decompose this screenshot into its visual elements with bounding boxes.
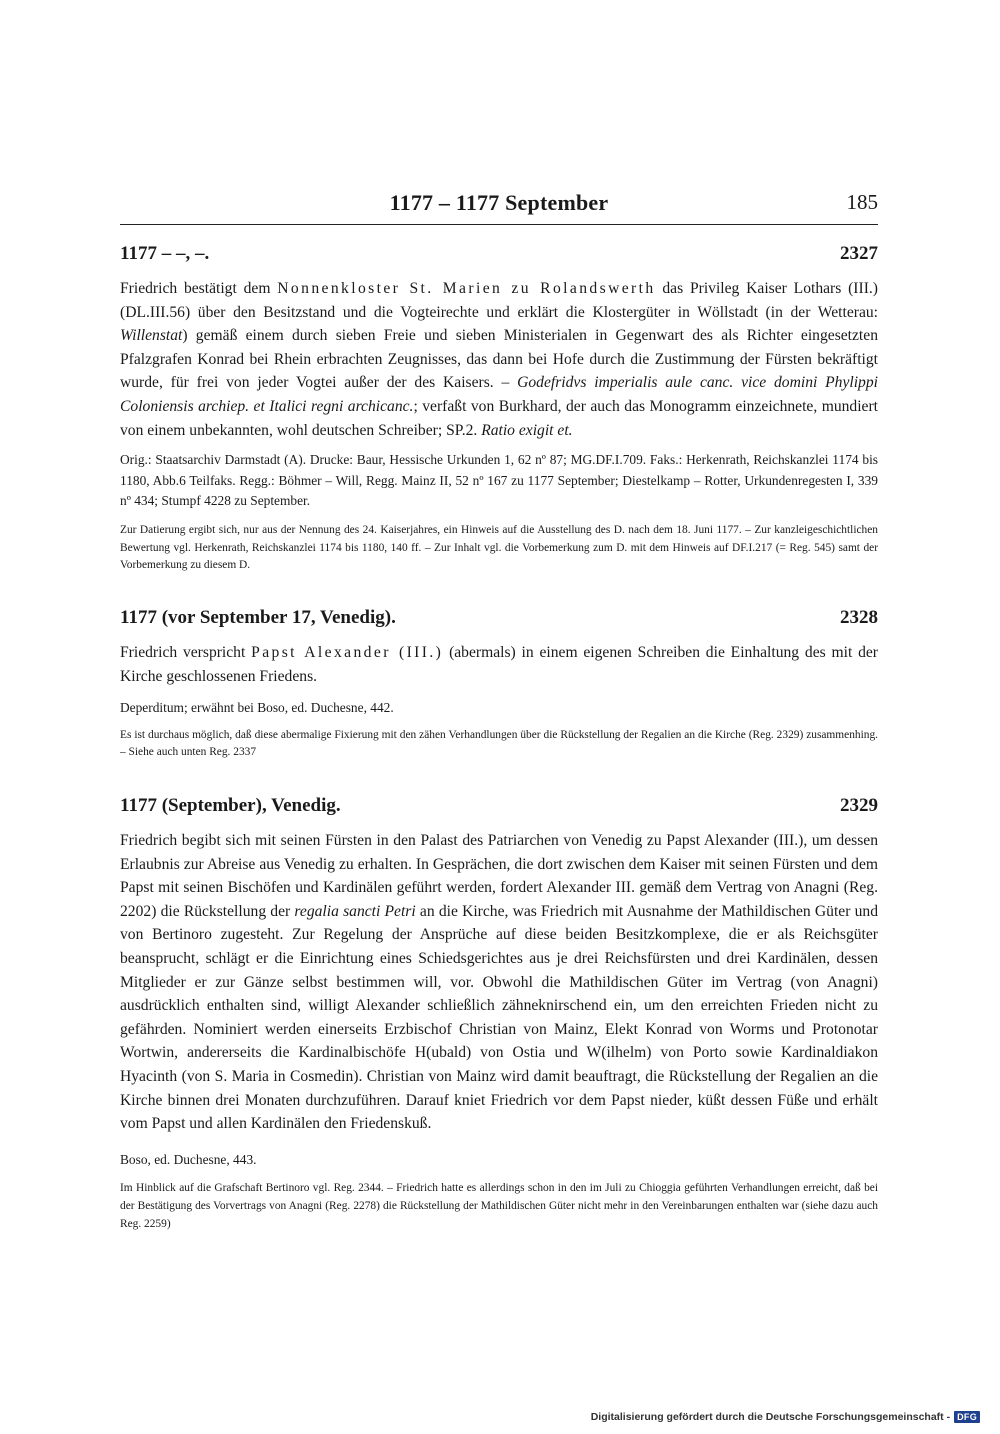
funding-credit bbox=[591, 1411, 980, 1423]
entry-comment: Zur Datierung ergibt sich, nur aus der Nennung des 24. Kaiserjahres, ein Hinweis auf die Ausstellung des D. nach dem 18. Juni 1177. – Zur kanzleigeschichtlichen Bewertung vgl. Herkenrath, Reichskanzlei 1174 bis 1180, 140 ff. – Zur Inhalt vgl. die Vorbemerkung zum D. mit dem Hinweis auf DF.I.217 (= Reg. 545) samt der Vorbemerkung zu diesem D. bbox=[120, 523, 878, 572]
entry-heading bbox=[120, 795, 878, 823]
regest-entry-2329 bbox=[120, 795, 878, 1233]
entry-heading bbox=[120, 243, 878, 271]
text-run: Friedrich begibt sich mit seinen Fürsten in den Palast des Patriarchen von Venedig zu Papst Alexander (III.), um dessen Erlaubnis zur Abreise aus Venedig zu erhalten. In Gesprächen, die dort zwischen dem Kaiser mit seinen Fürsten und dem Papst mit seinen Bischöfen und Kardinälen geführt werden, fordert Alexander III. gemäß dem Vertrag von Anagni (Reg. 2202) die Rückstellung der bbox=[120, 832, 878, 920]
text-run: Friedrich verspricht bbox=[120, 644, 252, 661]
entry-heading bbox=[120, 607, 878, 635]
entry-number: 2329 bbox=[840, 795, 878, 816]
entry-sources: Boso, ed. Duchesne, 443. bbox=[120, 1151, 257, 1167]
italic-quote: Godefridvs imperialis aule canc. vice domini Phylippi Coloniensis archiep. et Italici regni archicanc. bbox=[120, 374, 878, 415]
entry-sources: Orig.: Staatsarchiv Darmstadt (A). Drucke: Baur, Hessische Urkunden 1, 62 nº 87; MG.DF.I.709. Faks.: Herkenrath, Reichskanzlei 1174 bis 1180, Abb.6 Teilfaks. Regg.: Böhmer – Will, Regg. Mainz II, 52 nº 167 zu 1177 September; Diestelkamp – Rotter, Urkundenregesten I, 339 nº 434; Stumpf 4228 zu September. bbox=[120, 452, 878, 509]
italic-term: regalia sancti Petri bbox=[294, 902, 416, 920]
entry-number: 2328 bbox=[840, 607, 878, 628]
running-title: 1177 – 1177 September bbox=[389, 190, 609, 215]
text-run: Friedrich bestätigt dem bbox=[120, 280, 278, 297]
entry-number: 2327 bbox=[840, 243, 878, 264]
spaced-name: Nonnenkloster St. Marien zu Rolandswerth bbox=[277, 280, 656, 297]
text-run: das Privileg Kaiser Lothars (III.) (DL.III.56) über den Besitzstand und die Vogteirechte und erklärt die Klostergüter in Wöllstadt (in der Wetterau: bbox=[120, 280, 878, 321]
spaced-name: Papst Alexander (III.) bbox=[251, 644, 444, 661]
text-run: ; verfaßt von Burkhard, der auch das Monogramm einzeichnete, mundiert von einem unbekannten, wohl deutschen Schreiber; SP.2. bbox=[120, 397, 879, 439]
entry-text bbox=[120, 277, 878, 442]
text-run: (abermals) in einem eigenen Schreiben die Einhaltung des mit der Kirche geschlossenen Friedens. bbox=[120, 644, 878, 685]
italic-term: Willenstat bbox=[120, 327, 183, 345]
page-number: 185 bbox=[846, 190, 878, 214]
credit-text: Digitalisierung gefördert durch die Deutsche Forschungsgemeinschaft - bbox=[590, 1411, 951, 1423]
text-run: an die Kirche, was Friedrich mit Ausnahme der Mathildischen Güter und von Bertinoro zugesteht. Zur Regelung der Ansprüche auf diese beiden Besitzkomplexe, die er als Reichsgüter beansprucht, schlägt er die Einrichtung eines Schiedsgerichtes aus je drei Reichsfürsten und drei Kardinälen, dessen Mitglieder er zur Gänze selbst bestimmen will, vor. Obwohl die Mathildischen Güter im Vertrag (von Anagni) ausdrücklich enthalten sind, willigt Alexander schließlich zähneknirschend ein, um den erreichten Frieden nicht zu gefährden. Nominiert werden einerseits Erzbischof Christian von Mainz, Elekt Konrad von Worms und Protonotar Wortwin, andererseits die Kardinalbischöfe H(ubald) von Ostia und W(ilhelm) von Porto sowie Kardinaldiakon Hyacinth (von S. Maria in Cosmedin). Christian von Mainz wird damit beauftragt, die Rückstellung der Regalien an die Kirche binnen drei Monaten durchzuführen. Darauf kniet Friedrich vor dem Papst nieder, küßt dessen Füße und erhält vom Papst und allen Kardinälen den Friedenskuß. bbox=[120, 902, 878, 1133]
entry-date: 1177 (vor September 17, Venedig). bbox=[120, 607, 396, 628]
regest-entry-2327 bbox=[120, 243, 878, 575]
italic-incipit: Ratio exigit et. bbox=[481, 421, 573, 439]
entry-comment: Es ist durchaus möglich, daß diese abermalige Fixierung mit den zähen Verhandlungen über die Rückstellung der Regalien an die Kirche (Reg. 2329) zusammenhing. – Siehe auch unten Reg. 2337 bbox=[120, 728, 878, 759]
regest-entry-2328 bbox=[120, 607, 878, 762]
entry-text bbox=[120, 829, 878, 1136]
entry-comment: Im Hinblick auf die Grafschaft Bertinoro vgl. Reg. 2344. – Friedrich hatte es allerdings schon in den im Juli zu Chioggia geführten Verhandlungen erreicht, daß bei der Bestätigung des Vorvertrags von Anagni (Reg. 2278) die Rückstellung der Mathildischen Güter nicht mehr in den Vereinbarungen enthalten war (siehe dazu auch Reg. 2259) bbox=[120, 1182, 878, 1230]
entry-text bbox=[120, 641, 878, 688]
dfg-logo: DFG bbox=[954, 1411, 980, 1423]
text-run: ) gemäß einem durch sieben Freie und sieben Ministerialen in Gegenwart des als Richter eingesetzten Pfalzgrafen Konrad bei Rhein erbrachten Zeugnisses, das dann bei Hofe durch die Zustimmung der Fürsten bekräftigt wurde, für frei von jeder Vogtei außer der des Kaisers. – bbox=[120, 327, 878, 392]
entry-date: 1177 – –, –. bbox=[120, 243, 210, 264]
entry-date: 1177 (September), Venedig. bbox=[120, 795, 341, 816]
running-head bbox=[120, 190, 878, 225]
entry-sources: Deperditum; erwähnt bei Boso, ed. Duchesne, 442. bbox=[120, 700, 394, 716]
